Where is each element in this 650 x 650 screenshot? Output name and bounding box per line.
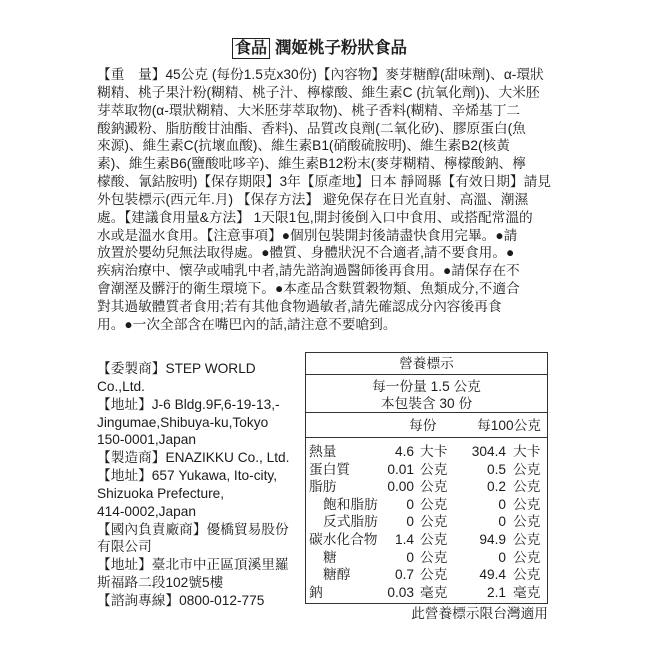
- company-line: 【地址】J-6 Bldg.9F,6-19-13,-: [97, 396, 280, 412]
- per-100g-value: 304.4: [471, 444, 506, 459]
- per-100g-value: 0.2: [486, 479, 506, 495]
- company-line: 150-0001,Japan: [97, 432, 196, 448]
- company-line: 414-0002,Japan: [97, 503, 196, 519]
- per-100g-value: 49.4: [479, 567, 506, 583]
- per-serving-value: 0.01: [387, 461, 414, 477]
- nutrient-name: 脂肪: [309, 479, 337, 495]
- per-100g-unit: 公克: [513, 531, 541, 547]
- per-serving-unit: 公克: [420, 514, 448, 530]
- nutrient-name: 反式脂肪: [323, 514, 378, 530]
- company-line: 斯福路二段102號5樓: [97, 575, 224, 591]
- company-line: 【製造商】ENAZIKKU Co., Ltd.: [97, 450, 290, 466]
- servings-per-package: 本包裝含 30 份: [380, 396, 473, 411]
- description-line: 水或是溫水食用。【注意事項】●個別包裝開封後請盡快食用完畢。●請: [97, 227, 518, 243]
- nutrition-header-row: [306, 413, 547, 438]
- description-line: 處。【建議食用量&方法】 1天限1包,開封後倒入口中食用、或搭配常溫的: [97, 209, 533, 225]
- per-serving-value: 0: [406, 549, 414, 565]
- nutrition-table: [305, 352, 548, 604]
- nutrient-name: 蛋白質: [309, 461, 351, 477]
- nutrition-row: [306, 549, 547, 567]
- description-line: 外包裝標示(西元年.月) 【保存方法】 避免保存在日光直射、高溫、潮濕: [97, 191, 529, 207]
- description-line: 放置於嬰幼兒無法取得處。●體質、身體狀況不合適者,請不要食用。●: [97, 245, 515, 261]
- description-line: 酸鈉澱粉、脂肪酸甘油酯、香料)、品質改良劑(二氧化矽)、膠原蛋白(魚: [97, 120, 526, 136]
- per-100g-header: 每100公克: [477, 418, 541, 433]
- company-line: 【委製商】STEP WORLD: [97, 361, 256, 376]
- product-description: [97, 66, 551, 334]
- per-100g-value: 2.1: [486, 584, 506, 600]
- nutrient-name: 碳水化合物: [309, 531, 378, 547]
- description-line: 疾病治療中、懷孕或哺乳中者,請先諮詢過醫師後再食用。●請保存在不: [97, 263, 520, 279]
- nutrition-row: [306, 566, 547, 584]
- per-100g-value: 0: [498, 496, 506, 512]
- per-100g-unit: 大卡: [513, 444, 541, 459]
- nutrition-row: [306, 584, 547, 602]
- description-line: 對其過敏體質者食用;若有其他食物過敏者,請先確認成分內容後再食: [97, 298, 502, 314]
- per-100g-unit: 公克: [513, 461, 541, 477]
- per-serving-header: 每份: [409, 418, 437, 433]
- nutrition-footnote: 此營養標示限台灣適用: [411, 606, 548, 621]
- per-serving-value: 0.03: [387, 584, 414, 600]
- nutrient-name: 糖: [323, 549, 337, 565]
- company-line: 【地址】臺北市中正區頂溪里羅: [97, 557, 289, 573]
- per-100g-value: 0: [498, 514, 506, 530]
- per-100g-value: 94.9: [479, 531, 506, 547]
- company-line: 有限公司: [97, 539, 152, 555]
- nutrient-name: 飽和脂肪: [323, 496, 378, 512]
- description-line: 糊精、桃子果汁粉(糊精、桃子汁、檸檬酸、維生素C (抗氧化劑))、大米胚: [97, 84, 540, 100]
- description-line: 檬酸、氰鈷胺明)【保存期限】3年【原產地】日本 靜岡縣【有效日期】請見: [97, 174, 551, 190]
- nutrition-title: 營養標示: [306, 353, 547, 375]
- page-title: [232, 38, 407, 59]
- per-serving-unit: 公克: [420, 531, 448, 547]
- category-tag: 食品: [232, 38, 270, 59]
- description-line: 用。●一次全部含在嘴巴內的話,請注意不要嗆到。: [97, 316, 397, 332]
- per-serving-unit: 公克: [420, 479, 448, 495]
- per-serving-value: 1.4: [394, 531, 414, 547]
- company-line: Shizuoka Prefecture,: [97, 485, 225, 501]
- nutrient-name: 熱量: [309, 444, 337, 459]
- per-100g-unit: 毫克: [513, 584, 541, 600]
- per-serving-value: 0.7: [394, 567, 414, 583]
- nutrition-row: [306, 513, 547, 531]
- company-line: 【國內負責廠商】優橋貿易股份: [97, 521, 289, 537]
- per-serving-unit: 公克: [420, 496, 448, 512]
- company-line: 【諮詢專線】0800-012-775: [97, 592, 265, 608]
- nutrient-name: 糖醇: [323, 567, 351, 583]
- per-100g-unit: 公克: [513, 514, 541, 530]
- per-serving-unit: 公克: [420, 549, 448, 565]
- per-serving-unit: 毫克: [420, 584, 448, 600]
- per-serving-value: 4.6: [394, 444, 414, 459]
- per-serving-value: 0: [406, 514, 414, 530]
- per-100g-unit: 公克: [513, 549, 541, 565]
- nutrition-row: [306, 443, 547, 461]
- nutrient-name: 鈉: [309, 584, 323, 600]
- product-title: 潤姬桃子粉狀食品: [275, 39, 408, 57]
- per-serving-unit: 大卡: [420, 444, 448, 459]
- per-serving-unit: 公克: [420, 567, 448, 583]
- per-100g-value: 0: [498, 549, 506, 565]
- nutrition-rows: [306, 438, 547, 601]
- serving-info: [306, 375, 547, 413]
- description-line: 會潮溼及髒汙的衛生環境下。●本產品含麩質穀物類、魚類成分,不適合: [97, 281, 520, 297]
- company-line: Jingumae,Shibuya-ku,Tokyo: [97, 414, 269, 430]
- description-line: 素)、維生素B6(鹽酸吡哆辛)、維生素B12粉末(麥芽糊精、檸檬酸鈉、檸: [97, 156, 526, 172]
- company-line: Co.,Ltd.: [97, 378, 145, 394]
- per-100g-unit: 公克: [513, 479, 541, 495]
- nutrition-row: [306, 461, 547, 479]
- per-100g-unit: 公克: [513, 567, 541, 583]
- per-serving-unit: 公克: [420, 461, 448, 477]
- company-info: [97, 360, 289, 610]
- per-serving-value: 0.00: [387, 479, 414, 495]
- per-100g-unit: 公克: [513, 496, 541, 512]
- per-serving-value: 0: [406, 496, 414, 512]
- per-100g-value: 0.5: [486, 461, 506, 477]
- company-line: 【地址】657 Yukawa, Ito-city,: [97, 468, 278, 484]
- description-line: 【重 量】45公克 (每份1.5克x30份)【內容物】麥芽糖醇(甜味劑)、α-環狀: [97, 67, 544, 82]
- nutrition-row: [306, 496, 547, 514]
- description-line: 芽萃取物(α-環狀糊精、大米胚芽萃取物)、桃子香料(糊精、辛烯基丁二: [97, 102, 521, 118]
- nutrition-row: [306, 478, 547, 496]
- nutrition-row: [306, 531, 547, 549]
- serving-size: 每一份量 1.5 公克: [372, 379, 481, 394]
- description-line: 來源)、維生素C(抗壞血酸)、維生素B1(硝酸硫胺明)、維生素B2(核黃: [97, 138, 510, 154]
